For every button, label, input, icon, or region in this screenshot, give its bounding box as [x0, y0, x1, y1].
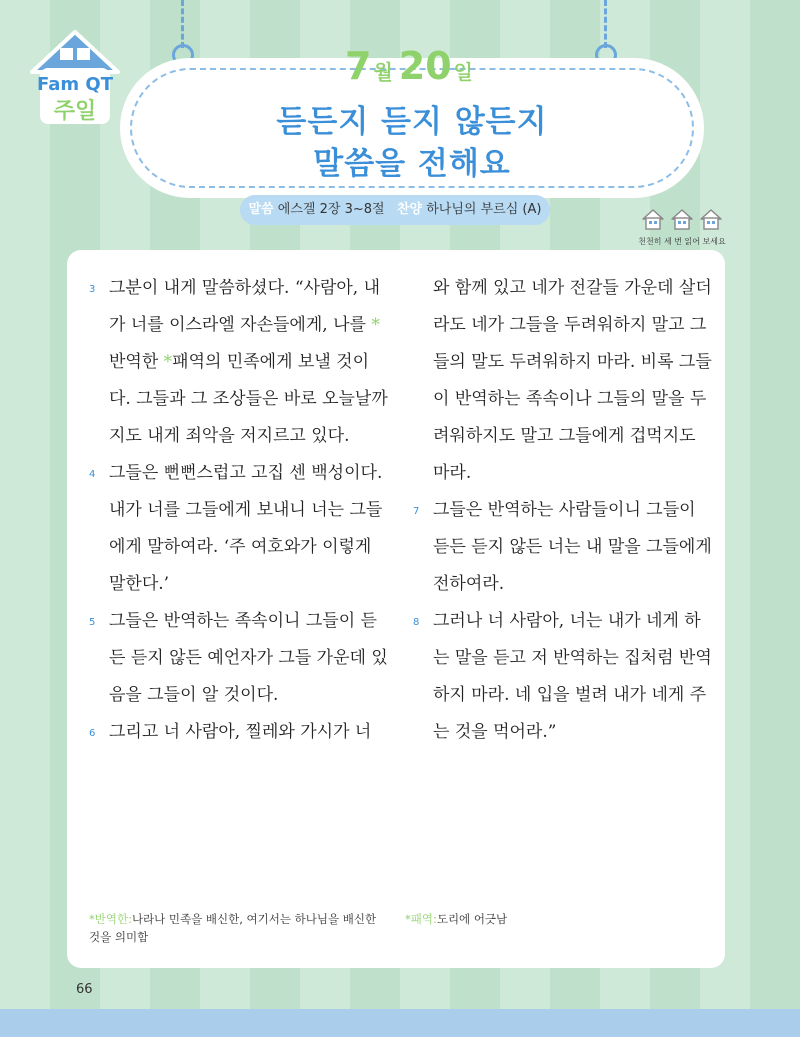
title-line-1: 듣든지 듣지 않든지 [276, 104, 548, 140]
word-label: 말씀 [248, 202, 274, 217]
verse-text: 그러나 너 사람아, 너는 내가 네게 하는 말을 듣고 저 반역하는 집처럼 반역하지 마라. 네 입을 벌려 내가 네게 주는 것을 먹어라.” [433, 611, 712, 742]
title-board [120, 44, 704, 198]
title-line-2: 말씀을 전해요 [313, 146, 511, 182]
hanging-string-right [604, 0, 607, 48]
month-unit: 월 [373, 60, 393, 84]
hymn-title: 하나님의 부르심 (A) [426, 202, 542, 217]
verse-8 [413, 603, 713, 751]
page-number: 66 [76, 982, 93, 997]
footnote-term: *패역: [405, 912, 437, 926]
scripture-column-right [413, 270, 713, 751]
footnote-mark: * [371, 315, 380, 335]
hymn-label: 찬양 [396, 202, 423, 217]
verse-number: 4 [89, 469, 96, 480]
month-number: 7 [345, 44, 372, 88]
verse-info-pill [240, 195, 550, 225]
verse-4 [89, 455, 389, 603]
verse-text: 와 함께 있고 네가 전갈들 가운데 살더라도 네가 그들을 두려워하지 말고 그들의 말도 두려워하지 마라. 비록 그들이 반역하는 족속이나 그들의 말을 두려워하지도 말고 그들에게 겁먹지도 마라. [433, 278, 712, 483]
read-guide [634, 208, 730, 247]
footnote-mark: * [163, 352, 173, 372]
date [120, 44, 704, 88]
verse-3 [89, 270, 389, 455]
fam-qt-logo [26, 24, 124, 126]
scripture-card [67, 250, 725, 968]
verse-text: 그들은 뻔뻔스럽고 고집 센 백성이다. 내가 너를 그들에게 보내니 너는 그들에게 말하여라. ‘주 여호와가 이렇게 말한다.’ [109, 463, 383, 594]
house-icon [699, 208, 723, 230]
house-icon [641, 208, 665, 230]
bottom-band [0, 1009, 800, 1037]
verse-6 [89, 714, 389, 751]
house-icon [670, 208, 694, 230]
logo-line-1: Fam QT [37, 74, 113, 95]
verse-5 [89, 603, 389, 714]
verse-number: 7 [413, 506, 420, 517]
verse-number: 8 [413, 617, 420, 628]
verse-number: 5 [89, 617, 96, 628]
footnote-term: *반역한: [89, 912, 132, 926]
footnote-1 [89, 910, 389, 946]
day-unit: 일 [453, 60, 473, 84]
footnote-definition: 나라나 민족을 배신한, 여기서는 하나님을 배신한 것을 의미함 [89, 912, 377, 944]
word-reference: 에스겔 2장 3~8절 [277, 202, 385, 217]
footnote-definition: 도리에 어긋남 [436, 912, 508, 926]
verse-text: 반역한 [109, 352, 164, 372]
scripture-column-left [89, 270, 389, 751]
verse-text: 그리고 너 사람아, 찔레와 가시가 너 [109, 722, 372, 742]
verse-text: 패역의 민족에게 보낼 것이다. 그들과 그 조상들은 바로 오늘날까지도 내게 죄악을 저지르고 있다. [109, 352, 388, 446]
verse-text: 그들은 반역하는 족속이니 그들이 듣든 듣지 않든 예언자가 그들 가운데 있음을 그들이 알 것이다. [109, 611, 388, 705]
verse-text: 그들은 반역하는 사람들이니 그들이 듣든 듣지 않든 너는 내 말을 그들에게 전하여라. [433, 500, 712, 594]
verse-text: 그분이 내게 말씀하셨다. “사람아, 내가 너를 이스라엘 자손들에게, 나를 [109, 278, 381, 335]
day-number: 20 [398, 44, 452, 88]
verse-6-continued [413, 270, 713, 492]
verse-number: 6 [89, 728, 96, 739]
read-guide-label: 천천히 세 번 읽어 보세요 [638, 237, 726, 246]
logo-line-2: 주일 [53, 99, 97, 124]
hanging-string-left [181, 0, 184, 48]
verse-number: 3 [89, 284, 96, 295]
footnote-2 [405, 910, 705, 928]
verse-7 [413, 492, 713, 603]
